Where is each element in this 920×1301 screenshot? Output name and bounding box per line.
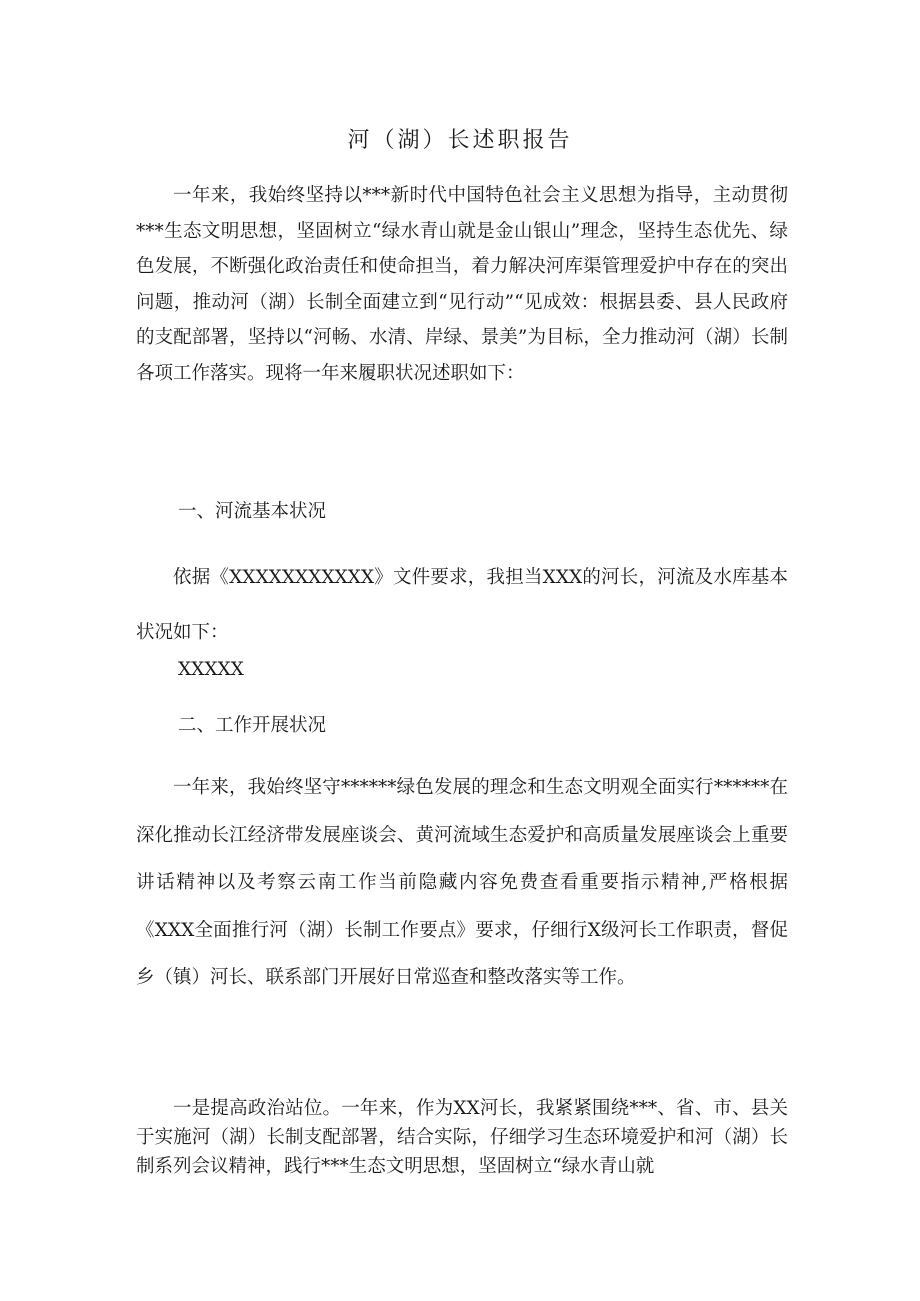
paragraph-basis: 依据《XXXXXXXXXXX》文件要求，我担当XXX的河长，河流及水库基本状况如下： (136, 567, 788, 643)
section-heading-river-status: 一、河流基本状况 (178, 501, 327, 522)
document-title: 河（湖）长述职报告 (347, 128, 573, 153)
section-heading-work-status: 二、工作开展状况 (178, 715, 327, 736)
paragraph-intro: 一年来，我始终坚持以***新时代中国特色社会主义思想为指导，主动贯彻***生态文明思想，坚固树立“绿水青山就是金山银山”理念，坚持生态优先、绿色发展，不断强化政治责任和使命担当，着力解决河库渠管理爱护中存在的突出问题，推动河（湖）长制全面建立到“见行动”“见成效：根据县委、县人民政府的支配部署，坚持以“河畅、水清、岸绿、景美”为目标，全力推动河（湖）长制各项工作落实。现将一年来履职状况述职如下： (136, 185, 788, 384)
placeholder-text: XXXXX (178, 659, 244, 680)
paragraph-work: 一年来，我始终坚守******绿色发展的理念和生态文明观全面实行******在深化推动长江经济带发展座谈会、黄河流域生态爱护和高质量发展座谈会上重要讲话精神以及考察云南工作当前隐藏内容免费查看重要指示精神,严格根据《XXX全面推行河（湖）长制工作要点》要求，仔细行X级河长工作职责，督促乡（镇）河长、联系部门开展好日常巡查和整改落实等工作。 (136, 777, 788, 988)
paragraph-political-stance: 一是提高政治站位。一年来，作为XX河长，我紧紧围绕***、省、市、县关于实施河（湖）长制支配部署，结合实际，仔细学习生态环境爱护和河（湖）长制系列会议精神，践行***生态文明思想，坚固树立“绿水青山就 (136, 1098, 788, 1177)
